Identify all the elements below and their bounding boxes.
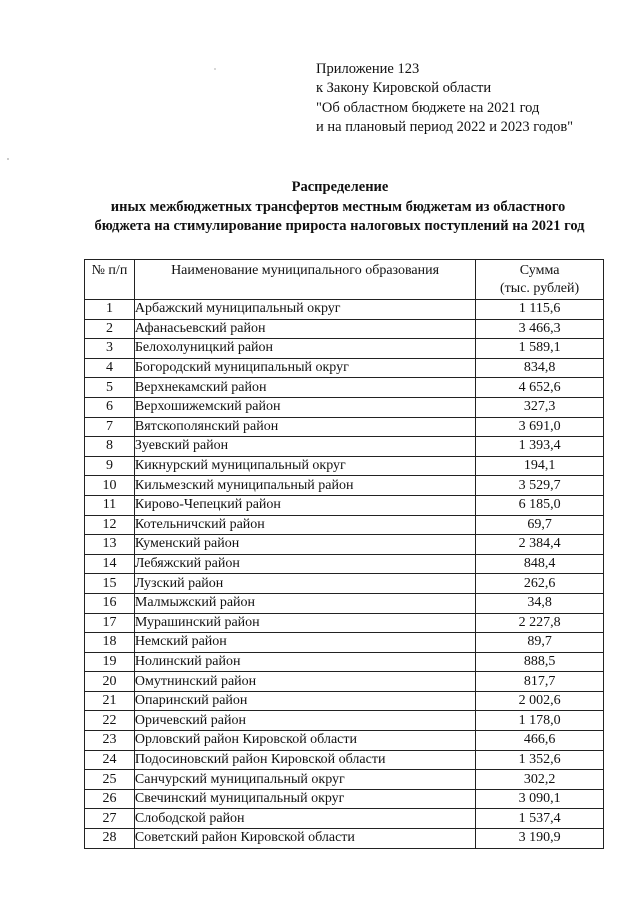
distribution-table (84, 259, 604, 849)
table-row (85, 829, 604, 849)
municipality-name: Подосиновский район Кировской области (134, 750, 475, 770)
row-number: 1 (85, 300, 135, 320)
transfer-sum: 302,2 (476, 770, 604, 790)
table-row (85, 809, 604, 829)
table-row (85, 770, 604, 790)
row-number: 13 (85, 535, 135, 555)
document-title (0, 178, 640, 237)
row-number: 16 (85, 593, 135, 613)
municipality-name: Лузский район (134, 574, 475, 594)
row-number: 2 (85, 319, 135, 339)
municipality-name: Орловский район Кировской области (134, 731, 475, 751)
table-row (85, 613, 604, 633)
row-number: 21 (85, 691, 135, 711)
transfer-sum: 3 190,9 (476, 829, 604, 849)
row-number: 25 (85, 770, 135, 790)
row-number: 18 (85, 633, 135, 653)
title-line-2: иных межбюджетных трансфертов местным бюджетам из областного (110, 198, 566, 215)
transfer-sum: 888,5 (476, 652, 604, 672)
transfer-sum: 848,4 (476, 554, 604, 574)
municipality-name: Советский район Кировской области (134, 829, 475, 849)
row-number: 19 (85, 652, 135, 672)
transfer-sum: 3 090,1 (476, 789, 604, 809)
table-row (85, 456, 604, 476)
municipality-name: Малмыжский район (134, 593, 475, 613)
municipality-name: Кильмезский муниципальный район (134, 476, 475, 496)
scan-speck (214, 68, 216, 70)
row-number: 3 (85, 339, 135, 359)
row-number: 7 (85, 417, 135, 437)
row-number: 11 (85, 495, 135, 515)
transfer-sum: 3 691,0 (476, 417, 604, 437)
table-row (85, 554, 604, 574)
row-number: 12 (85, 515, 135, 535)
table-body (85, 300, 604, 849)
municipality-name: Арбажский муниципальный округ (134, 300, 475, 320)
municipality-name: Мурашинский район (134, 613, 475, 633)
municipality-name: Куменский район (134, 535, 475, 555)
transfer-sum: 2 002,6 (476, 691, 604, 711)
transfer-sum: 69,7 (476, 515, 604, 535)
transfer-sum: 1 115,6 (476, 300, 604, 320)
table-row (85, 731, 604, 751)
municipality-name: Немский район (134, 633, 475, 653)
row-number: 20 (85, 672, 135, 692)
municipality-name: Омутнинский район (134, 672, 475, 692)
municipality-name: Афанасьевский район (134, 319, 475, 339)
municipality-name: Оричевский район (134, 711, 475, 731)
header-sum-label: Сумма (519, 263, 560, 278)
table-row (85, 358, 604, 378)
municipality-name: Котельничский район (134, 515, 475, 535)
municipality-name: Кирово-Чепецкий район (134, 495, 475, 515)
table-row (85, 672, 604, 692)
municipality-name: Санчурский муниципальный округ (134, 770, 475, 790)
transfer-sum: 194,1 (476, 456, 604, 476)
row-number: 5 (85, 378, 135, 398)
scan-speck (7, 158, 9, 160)
row-number: 22 (85, 711, 135, 731)
row-number: 6 (85, 397, 135, 417)
municipality-name: Опаринский район (134, 691, 475, 711)
transfer-sum: 262,6 (476, 574, 604, 594)
table-row (85, 652, 604, 672)
row-number: 17 (85, 613, 135, 633)
table-row (85, 437, 604, 457)
table-row (85, 378, 604, 398)
table-row (85, 339, 604, 359)
table-row (85, 417, 604, 437)
municipality-name: Нолинский район (134, 652, 475, 672)
table-row (85, 633, 604, 653)
appendix-law: к Закону Кировской области (316, 80, 492, 97)
transfer-sum: 3 529,7 (476, 476, 604, 496)
table-row (85, 397, 604, 417)
transfer-sum: 327,3 (476, 397, 604, 417)
municipality-name: Богородский муниципальный округ (134, 358, 475, 378)
municipality-name: Зуевский район (134, 437, 475, 457)
table-row (85, 750, 604, 770)
transfer-sum: 817,7 (476, 672, 604, 692)
municipality-name: Кикнурский муниципальный округ (134, 456, 475, 476)
appendix-number: Приложение 123 (316, 61, 420, 77)
row-number: 28 (85, 829, 135, 849)
table-header-row (85, 260, 604, 300)
header-municipality: Наименование муниципального образования (134, 260, 475, 300)
table-row (85, 789, 604, 809)
row-number: 15 (85, 574, 135, 594)
transfer-sum: 466,6 (476, 731, 604, 751)
appendix-law-title-cont: и на плановый период 2022 и 2023 годов" (316, 118, 574, 135)
municipality-name: Свечинский муниципальный округ (134, 789, 475, 809)
table-row (85, 319, 604, 339)
table-row (85, 495, 604, 515)
transfer-sum: 2 384,4 (476, 535, 604, 555)
row-number: 9 (85, 456, 135, 476)
transfer-sum: 1 537,4 (476, 809, 604, 829)
transfer-sum: 3 466,3 (476, 319, 604, 339)
row-number: 8 (85, 437, 135, 457)
transfer-sum: 6 185,0 (476, 495, 604, 515)
transfer-sum: 2 227,8 (476, 613, 604, 633)
table-row (85, 535, 604, 555)
municipality-name: Лебяжский район (134, 554, 475, 574)
transfer-sum: 1 352,6 (476, 750, 604, 770)
appendix-law-title: "Об областном бюджете на 2021 год (316, 99, 540, 116)
row-number: 4 (85, 358, 135, 378)
transfer-sum: 89,7 (476, 633, 604, 653)
header-number: № п/п (85, 260, 135, 300)
row-number: 14 (85, 554, 135, 574)
row-number: 23 (85, 731, 135, 751)
header-sum (476, 260, 604, 300)
transfer-sum: 34,8 (476, 593, 604, 613)
table-row (85, 476, 604, 496)
municipality-name: Вятскополянский район (134, 417, 475, 437)
table-row (85, 515, 604, 535)
row-number: 10 (85, 476, 135, 496)
row-number: 26 (85, 789, 135, 809)
table-row (85, 300, 604, 320)
table-row (85, 691, 604, 711)
header-sum-unit: (тыс. рублей) (500, 281, 580, 296)
transfer-sum: 834,8 (476, 358, 604, 378)
transfer-sum: 1 393,4 (476, 437, 604, 457)
transfer-sum: 1 589,1 (476, 339, 604, 359)
title-line-1: Распределение (291, 179, 389, 195)
table-row (85, 574, 604, 594)
municipality-name: Белохолуницкий район (134, 339, 475, 359)
row-number: 24 (85, 750, 135, 770)
transfer-sum: 1 178,0 (476, 711, 604, 731)
table-row (85, 593, 604, 613)
row-number: 27 (85, 809, 135, 829)
title-line-3: бюджета на стимулирование прироста налоговых поступлений на 2021 год (94, 218, 585, 234)
municipality-name: Верхошижемский район (134, 397, 475, 417)
transfer-sum: 4 652,6 (476, 378, 604, 398)
table-row (85, 711, 604, 731)
municipality-name: Слободской район (134, 809, 475, 829)
appendix-reference (316, 60, 573, 137)
municipality-name: Верхнекамский район (134, 378, 475, 398)
